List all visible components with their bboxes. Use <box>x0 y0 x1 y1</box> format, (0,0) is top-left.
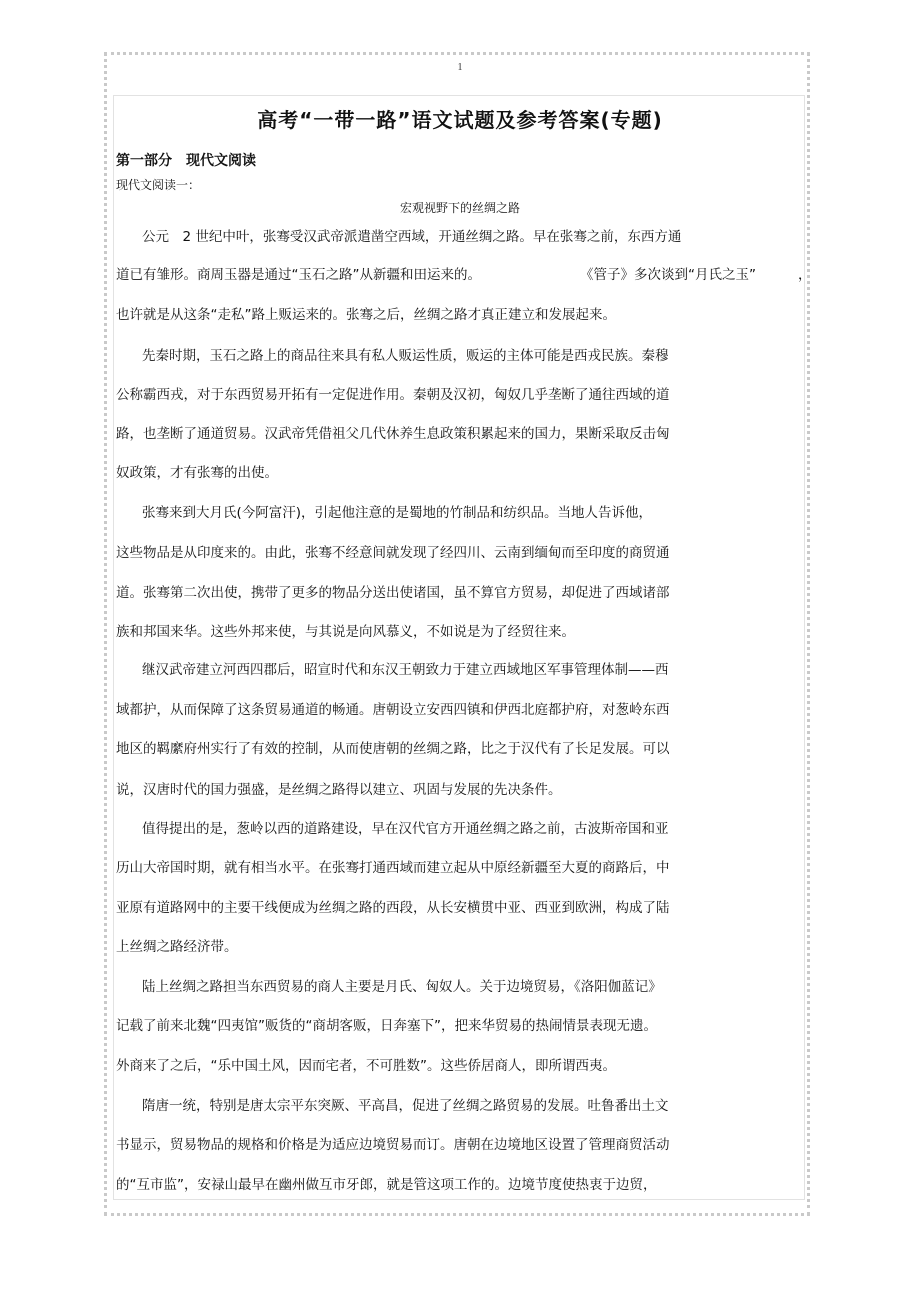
paragraph-line: 陆上丝绸之路担当东西贸易的商人主要是月氏、匈奴人。关于边境贸易，《洛阳伽蓝记》 <box>142 979 662 995</box>
paragraph-line: 这些物品是从印度来的。由此，张骞不经意间就发现了经四川、云南到缅甸而至印度的商贸通 <box>116 545 670 561</box>
paragraph-line: 公元 2 世纪中叶，张骞受汉武帝派遣凿空西域，开通丝绸之路。早在张骞之前，东西方通 <box>142 229 682 245</box>
paragraph-line: 道。张骞第二次出使，携带了更多的物品分送出使诸国，虽不算官方贸易，却促进了西域诸部 <box>116 585 670 601</box>
part-heading: 第一部分 现代文阅读 <box>116 153 256 169</box>
paragraph-line: 说，汉唐时代的国力强盛，是丝绸之路得以建立、巩固与发展的先决条件。 <box>116 782 562 798</box>
paragraph-line: 隋唐一统，特别是唐太宗平东突厥、平高昌，促进了丝绸之路贸易的发展。吐鲁番出土文 <box>142 1098 669 1114</box>
paragraph-line: 也许就是从这条“走私”路上贩运来的。张骞之后，丝绸之路才真正建立和发展起来。 <box>116 307 616 323</box>
paragraph-line: 奴政策，才有张骞的出使。 <box>116 465 278 481</box>
paragraph-line: 书显示，贸易物品的规格和价格是为适应边境贸易而订。唐朝在边境地区设置了管理商贸活动 <box>116 1137 670 1153</box>
paragraph-line: 上丝绸之路经济带。 <box>116 939 238 955</box>
paragraph-line: 的“互市监”，安禄山最早在幽州做互市牙郎，就是管这项工作的。边境节度使热衷于边贸， <box>116 1177 657 1193</box>
paragraph-line: 值得提出的是，葱岭以西的道路建设，早在汉代官方开通丝绸之路之前，古波斯帝国和亚 <box>142 821 669 837</box>
sub-heading: 现代文阅读一： <box>116 178 201 192</box>
paragraph-line: 记载了前来北魏“四夷馆”贩货的“商胡客贩，日奔塞下”，把来华贸易的热闹情景表现无遗。 <box>116 1018 657 1034</box>
paragraph-line: 历山大帝国时期，就有相当水平。在张骞打通西域而建立起从中原经新疆至大夏的商路后，中 <box>116 860 670 876</box>
paragraph-line: 外商来了之后，“乐中国土风，因而宅者，不可胜数”。这些侨居商人，即所谓西夷。 <box>116 1058 616 1074</box>
paragraph-line-comma: ， <box>798 267 812 283</box>
paragraph-line: 族和邦国来华。这些外邦来使，与其说是向风慕义，不如说是为了经贸往来。 <box>116 624 575 640</box>
paragraph-line: 先秦时期，玉石之路上的商品往来具有私人贩运性质，贩运的主体可能是西戎民族。秦穆 <box>142 348 669 364</box>
page-number: 1 <box>457 62 463 73</box>
paragraph-line: 道已有雏形。商周玉器是通过“玉石之路”从新疆和田运来的。 <box>116 267 481 283</box>
document-title: 高考“一带一路”语文试题及参考答案(专题) <box>257 108 663 132</box>
paragraph-line: 继汉武帝建立河西四郡后，昭宣时代和东汉王朝致力于建立西域地区军事管理体制——西 <box>142 662 669 678</box>
paragraph-line: 域都护，从而保障了这条贸易通道的畅通。唐朝设立安西四镇和伊西北庭都护府，对葱岭东西 <box>116 702 670 718</box>
paragraph-line-tail: 《管子》多次谈到“月氏之玉” <box>580 267 756 283</box>
paragraph-line: 张骞来到大月氏(今阿富汗)，引起他注意的是蜀地的竹制品和纺织品。当地人告诉他， <box>142 505 653 521</box>
paragraph-line: 公称霸西戎，对于东西贸易开拓有一定促进作用。秦朝及汉初，匈奴几乎垄断了通往西域的道 <box>116 387 670 403</box>
paragraph-line: 地区的羁縻府州实行了有效的控制，从而使唐朝的丝绸之路，比之于汉代有了长足发展。可以 <box>116 741 670 757</box>
article-title: 宏观视野下的丝绸之路 <box>399 201 520 215</box>
paragraph-line: 亚原有道路网中的主要干线便成为丝绸之路的西段，从长安横贯中亚、西亚到欧洲，构成了陆 <box>116 900 670 916</box>
paragraph-line: 路，也垄断了通道贸易。汉武帝凭借祖父几代休养生息政策积累起来的国力，果断采取反击匈 <box>116 426 670 442</box>
